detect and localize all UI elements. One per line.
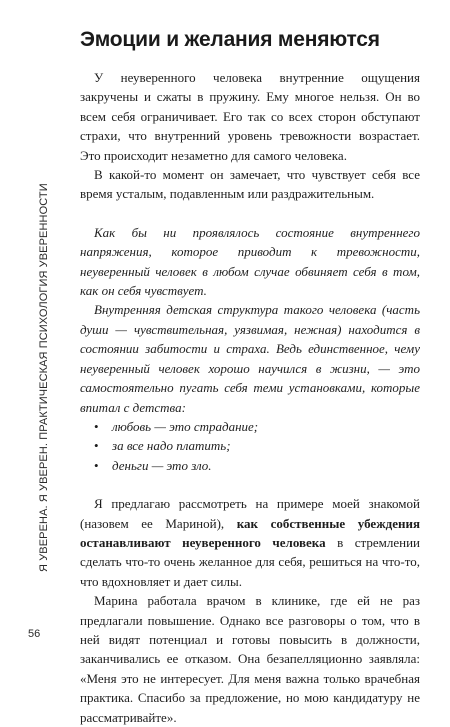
list-item: • любовь — это страдание; [94, 417, 420, 436]
paragraph: Марина работала врачом в клинике, где ей не раз предлагали повышение. Однако все разговоры о том, что в ней видят потенциал и готовы повысить в должности, заканчивались ее отказом. Она безапелляционно заявляла: «Меня это не интересует. Для меня важна только врачебная практика. Спасибо за предложение, но мою кандидатуру не рассматривайте». [80, 593, 420, 725]
list-item: • за все надо платить; [94, 436, 420, 455]
body-text [80, 68, 420, 727]
page-number: 56 [28, 628, 41, 640]
paragraph: В какой-то момент он замечает, что чувствует себя все время усталым, подавленным или раздражительным. [80, 167, 420, 202]
paragraph: У неуверенного человека внутренние ощущения закручены и сжаты в пружину. Ему многое нельзя. Он во всем себя ограничивает. Его так со всех сторон обступают страхи, что внутренний уровень тревожности возрастает. Это происходит незаметно для самого человека. [80, 70, 420, 163]
italic-paragraph: Внутренняя детская структура такого человека (часть души — чувствительная, уязвимая, нежная) находится в состоянии забитости и страха. Ведь единственное, чему неуверенный человек хорошо научился в жизни, — это самостоятельно пугать себя теми установками, которые впитал с детства: [80, 302, 420, 415]
list-item: • деньги — это зло. [94, 456, 420, 475]
bold-phrase: как собственные убеждения останавливают неуверенного человека [80, 515, 420, 550]
italic-paragraph: Как бы ни проявлялось состояние внутреннего напряжения, которое приводит к тревожности, неуверенный человек в любом случае обвиняет себя в том, как он себя чувствует. [80, 224, 420, 299]
bullet-icon: • [94, 418, 99, 434]
section-title: Эмоции и желания меняются [80, 28, 380, 51]
bullet-icon: • [94, 457, 99, 473]
bullet-icon: • [94, 438, 99, 454]
paragraph: Я предлагаю рассмотреть на примере моей знакомой (назовем ее Мариной), как собственные убеждения останавливают неуверенного человека в стремлении сделать что-то очень желанное для себя, решиться на что-то, что вдохновляет и дает силы. [80, 496, 420, 589]
beliefs-list [80, 417, 420, 475]
running-title: Я УВЕРЕНА. Я УВЕРЕН. ПРАКТИЧЕСКАЯ ПСИХОЛОГИЯ УВЕРЕННОСТИ [38, 183, 50, 572]
